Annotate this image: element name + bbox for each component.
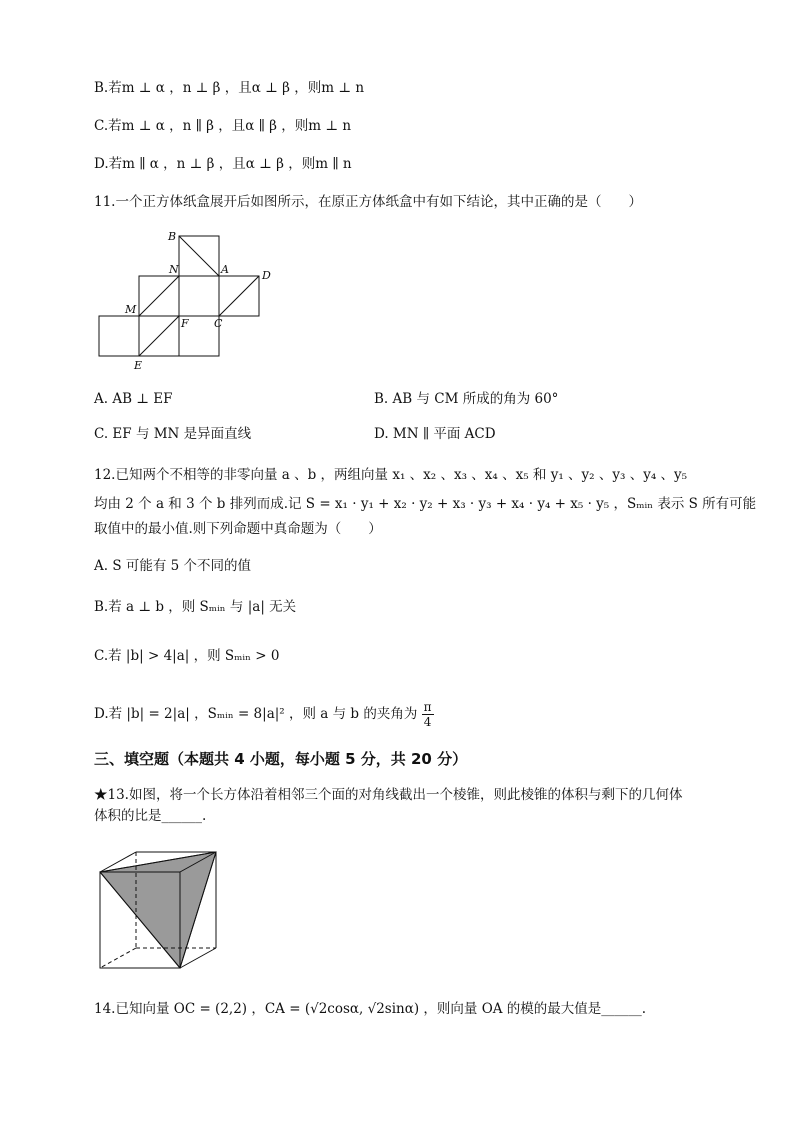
label-a: A [221, 263, 229, 276]
q13-stem-line1: ★13.如图，将一个长方体沿着相邻三个面的对角线截出一个棱锥，则此棱锥的体积与剩下的几何体 [94, 787, 683, 803]
label-n: N [169, 263, 179, 276]
q12-option-d [94, 700, 434, 729]
label-c: C [214, 317, 223, 330]
q11-option-a: A. AB ⊥ EF [94, 391, 173, 407]
label-m: M [125, 303, 137, 316]
q10-option-d: D.若m ∥ α ，n ⊥ β ，且α ⊥ β ，则m ∥ n [94, 156, 352, 172]
q11-cube-net-figure [94, 226, 284, 376]
label-d: D [262, 269, 271, 282]
pi-over-4-fraction [422, 700, 434, 729]
q14-stem: 14.已知向量 OC = (2,2) ，CA = (√2cosα, √2sinα) ，则向量 OA 的模的最大值是______. [94, 1001, 647, 1017]
q12-option-c: C.若 |b| > 4|a| ，则 Sₘᵢₙ > 0 [94, 648, 280, 664]
q12-option-a: A. S 可能有 5 个不同的值 [94, 558, 252, 574]
q12-stem-line1: 12.已知两个不相等的非零向量 a 、b ，两组向量 x₁ 、x₂ 、x₃ 、x₄ 、x₅ 和 y₁ 、y₂ 、y₃ 、y₄ 、y₅ [94, 467, 688, 483]
q10-option-b: B.若m ⊥ α ，n ⊥ β ，且α ⊥ β ，则m ⊥ n [94, 80, 365, 96]
label-e: E [134, 359, 143, 372]
q11-option-d: D. MN ∥ 平面 ACD [374, 426, 496, 442]
q11-option-b: B. AB 与 CM 所成的角为 60° [374, 391, 559, 407]
section-title: 三、填空题（本题共 4 小题，每小题 5 分，共 20 分） [94, 750, 468, 768]
q11-stem: 11.一个正方体纸盒展开后如图所示，在原正方体纸盒中有如下结论，其中正确的是（ ） [94, 194, 642, 210]
q12-stem-line2: 均由 2 个 a 和 3 个 b 排列而成.记 S = x₁ · y₁ + x₂ · y₂ + x₃ · y₃ + x₄ · y₄ + x₅ · y₅ ，Sₘᵢₙ 表示 S 所有可能 [94, 496, 757, 512]
q12-option-b: B.若 a ⊥ b ，则 Sₘᵢₙ 与 |a| 无关 [94, 599, 297, 615]
q12-option-d-text: D.若 |b| = 2|a| ，Sₘᵢₙ = 8|a|² ，则 a 与 b 的夹角为 [94, 706, 418, 722]
label-f: F [181, 317, 189, 330]
q10-option-c: C.若m ⊥ α ，n ∥ β ，且α ∥ β ，则m ⊥ n [94, 118, 352, 134]
label-b: B [168, 230, 177, 243]
q11-option-c: C. EF 与 MN 是异面直线 [94, 426, 252, 442]
q13-cuboid-figure [94, 846, 224, 976]
q13-stem-line2: 体积的比是______. [94, 808, 207, 824]
fraction-numerator: π [423, 700, 432, 714]
q12-stem-line3: 取值中的最小值.则下列命题中真命题为（ ） [94, 521, 382, 537]
fraction-denominator: 4 [423, 715, 432, 729]
